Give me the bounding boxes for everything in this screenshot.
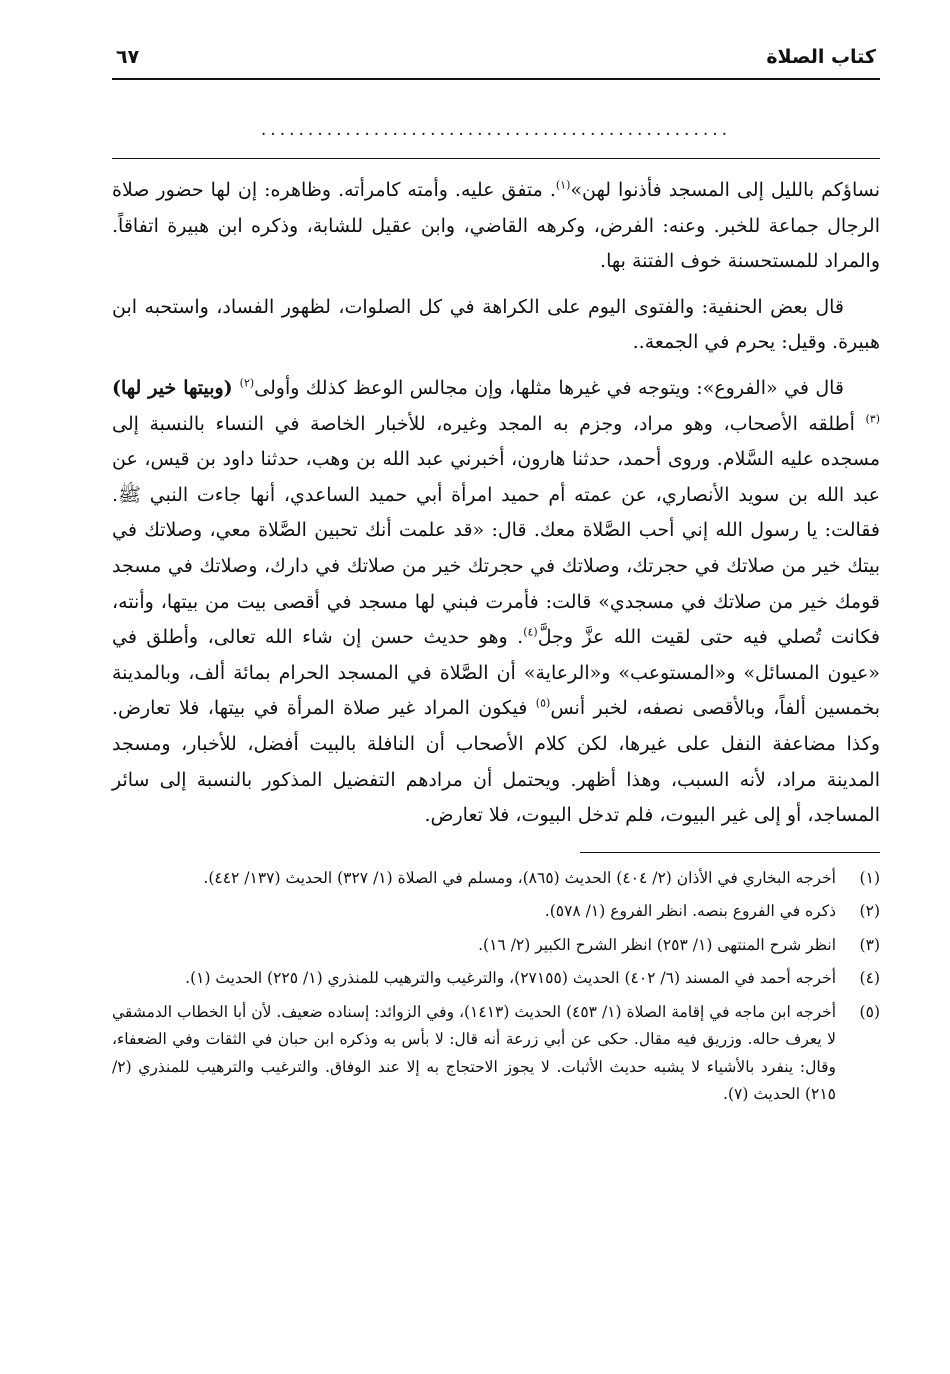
footnote-number: (٣) <box>859 935 880 954</box>
footnote-number: (٤) <box>859 969 880 988</box>
page-number: ٦٧ <box>116 46 140 68</box>
paragraph <box>112 290 880 361</box>
chapter-title: كتاب الصلاة <box>766 46 876 68</box>
text-run: فيكون المراد غير صلاة المرأة في بيتها، فلا تعارض. وكذا مضاعفة النفل على غيرها، لكن كلام الأصحاب أن النافلة بالبيت أفضل، للأخبار، ومسجد المدينة مراد، لأنه السبب، وهذا أظهر. ويحتمل أن مرادهم التفضيل المذكور بالنسبة إلى سائر المساجد، أو إلى غير البيوت، فلم تدخل البيوت، فلا تعارض. <box>112 697 880 827</box>
footnote-ref: (٤) <box>523 625 538 639</box>
footnote <box>112 898 880 926</box>
main-text <box>112 173 880 834</box>
footnote-ref: (١) <box>555 178 571 192</box>
footnote-ref: (٣) <box>865 412 880 426</box>
text-run: . وهو حديث حسن إن شاء الله تعالى، وأطلق في «عيون المسائل» و«المستوعب» و«الرعاية» أن الصَّلاة في المسجد الحرام بمائة ألف، وبالمدينة بخمسين ألفاً، وبالأقصى نصفه، لخبر أنس <box>112 626 880 720</box>
running-header <box>112 36 880 80</box>
text-run: قال في «الفروع»: ويتوجه في غيرها مثلها، وإن مجالس الوعظ كذلك وأولى <box>254 376 844 399</box>
footnote-number: (٥) <box>859 1002 880 1021</box>
text-run: قال بعض الحنفية: والفتوى اليوم على الكراهة في كل الصلوات، لظهور الفساد، واستحبه ابن هبيرة. وقيل: يحرم في الجمعة.. <box>112 295 880 354</box>
footnote-text: أخرجه أحمد في المسند (٦/ ٤٠٢) الحديث (٢٧١٥٥)، والترغيب والترهيب للمنذري (١/ ٢٢٥) الحديث (١). <box>185 969 836 988</box>
footnote-text: أخرجه ابن ماجه في إقامة الصلاة (١/ ٤٥٣) الحديث (١٤١٣)، وفي الزوائد: إسناده ضعيف. لأن أبا الخطاب الدمشقي لا يعرف حاله. وزريق فيه مقال. حكى عن أبي زرعة أنه قال: لا بأس به وذكره ابن حبان في الثقات وفي الضعفاء، وقال: ينفرد بالأشياء لا يشبه حديث الأثبات. لا يجوز الاحتجاج به إلا عند الوفاق. والترغيب والترهيب للمنذري (٢/ ٢١٥) الحديث (٧). <box>112 1002 837 1104</box>
paragraph <box>112 371 880 834</box>
footnote <box>112 965 880 993</box>
footnote <box>112 932 880 960</box>
section-divider <box>112 158 880 159</box>
paragraph <box>112 173 880 280</box>
text-run: نساؤكم بالليل إلى المسجد فأذنوا لهن» <box>570 179 880 201</box>
bold-text: (وبيتها خير لها) <box>112 376 240 399</box>
text-run: . متفق عليه. وأمته كامرأته. وظاهره: إن لها حضور صلاة الرجال جماعة للخبر. وعنه: الفرض، وكرهه القاضي، وابن عقيل للشابة، وذكره ابن هبيرة اتفاقاً. والمراد للمستحسنة خوف الفتنة بها. <box>112 179 880 273</box>
footnotes <box>112 865 880 1109</box>
footnote-text: انظر شرح المنتهى (١/ ٢٥٣) انظر الشرح الكبير (٢/ ١٦). <box>478 935 836 954</box>
book-page <box>112 36 880 1115</box>
footnote-text: أخرجه البخاري في الأذان (٢/ ٤٠٤) الحديث (٨٦٥)، ومسلم في الصلاة (١/ ٣٢٧) الحديث (١٣٧/ ٤٤٢). <box>203 868 836 887</box>
footnote-ref: (٢) <box>239 376 255 390</box>
footnote <box>112 999 880 1109</box>
footnote-number: (٢) <box>859 902 880 921</box>
footnote-number: (١) <box>859 868 880 887</box>
footnote-text: ذكره في الفروع بنصه. انظر الفروع (١/ ٥٧٨). <box>544 902 836 921</box>
footnote-ref: (٥) <box>535 696 551 710</box>
footnote <box>112 865 880 893</box>
ellipsis-separator: .................................................. <box>260 120 732 140</box>
text-run: أطلقه الأصحاب، وهو مراد، وجزم به المجد وغيره، للأخبار الخاصة في النساء بالنسبة إلى مسجده عليه السَّلام. وروى أحمد، حدثنا هارون، أخبرني عبد الله بن وهب، حدثنا داود بن قيس، عن عبد الله بن سويد الأنصاري، عن عمته أم حميد امرأة أبي حميد الساعدي، أنها جاءت النبي ﷺ. فقالت: يا رسول الله إني أحب الصَّلاة معك. قال: «قد علمت أنك تحبين الصَّلاة معي، وصلاتك في بيتك خير من صلاتك في حجرتك، وصلاتك في حجرتك خير من صلاتك في دارك، وصلاتك في مسجد قومك خير من صلاتك في مسجدي» قالت: فأمرت فبني لها مسجد في أقصى بيت من بيتها، وأنته، فكانت تُصلي فيه حتى لقيت الله عزَّ وجلَّ <box>112 412 880 649</box>
footnote-rule <box>580 852 880 853</box>
